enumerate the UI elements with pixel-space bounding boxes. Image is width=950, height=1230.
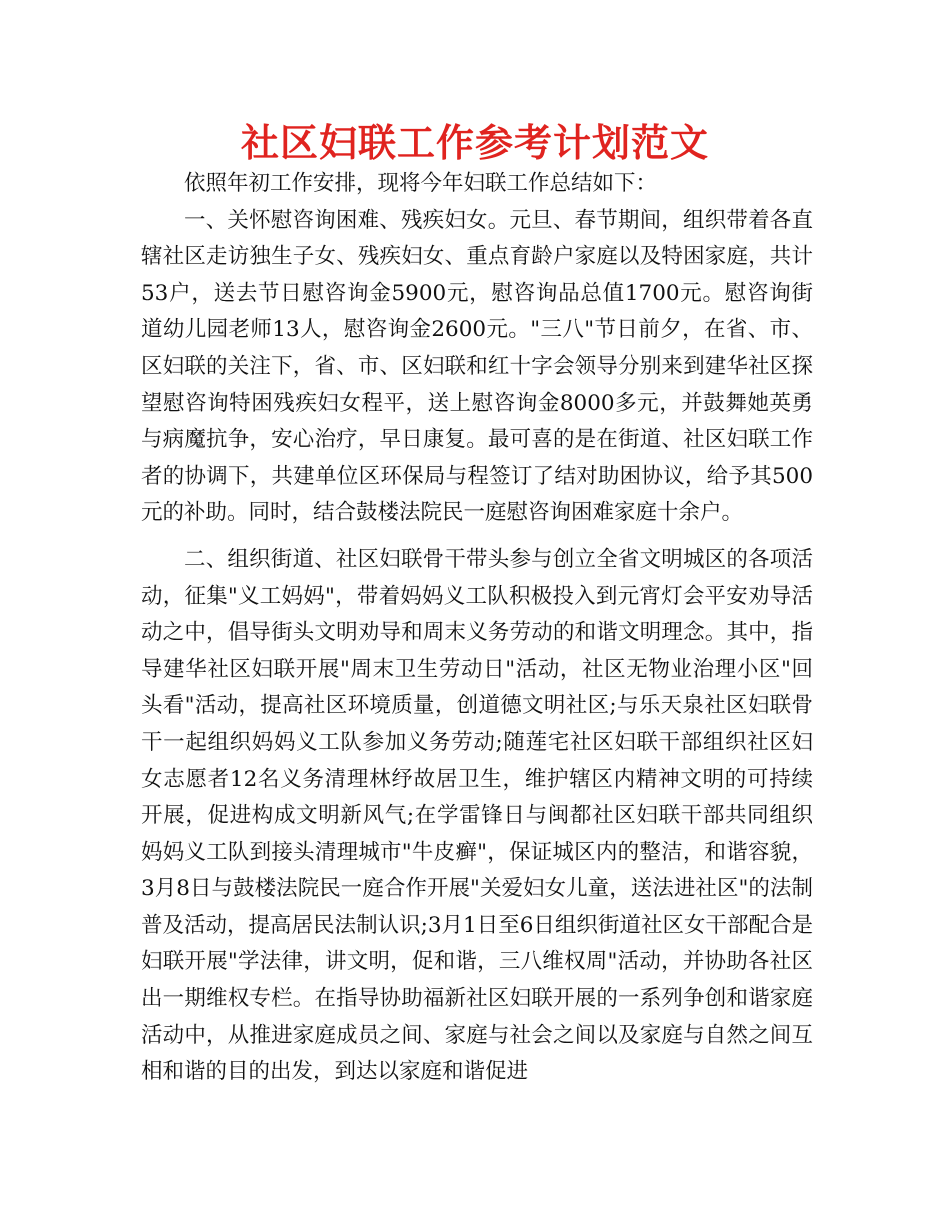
paragraph-intro: 依照年初工作安排，现将今年妇联工作总结如下：: [184, 171, 658, 196]
document-body: [141, 166, 813, 1091]
paragraph-section-2: 二、组织街道、社区妇联骨干带头参与创立全省文明城区的各项活动，征集"义工妈妈"，带着妈妈义工队积极投入到元宵灯会平安劝导活动之中，倡导街头文明劝导和周末义务劳动的和谐文明理念。其中，指导建华社区妇联开展"周末卫生劳动日"活动，社区无物业治理小区"回头看"活动，提高社区环境质量，创道德文明社区;与乐天泉社区妇联骨干一起组织妈妈义工队参加义务劳动;随莲宅社区妇联干部组织社区妇女志愿者12名义务清理林纾故居卫生，维护辖区内精神文明的可持续开展，促进构成文明新风气;在学雷锋日与闽都社区妇联干部共同组织妈妈义工队到接头清理城市"牛皮癣"，保证城区内的整洁，和谐容貌，3月8日与鼓楼法院民一庭合作开展"关爱妇女儿童，送法进社区"的法制普及活动，提高居民法制认识;3月1日至6日组织街道社区女干部配合是妇联开展"学法律，讲文明，促和谐，三八维权周"活动，并协助各社区出一期维权专栏。在指导协助福新社区妇联开展的一系列争创和谐家庭活动中，从推进家庭成员之间、家庭与社会之间以及家庭与自然之间互相和谐的目的出发，到达以家庭和谐促进: [141, 546, 813, 1085]
paragraph-section-1: 一、关怀慰咨询困难、残疾妇女。元旦、春节期间，组织带着各直辖社区走访独生子女、残疾妇女、重点育龄户家庭以及特困家庭，共计53户，送去节日慰咨询金5900元，慰咨询品总值1700元。慰咨询街道幼儿园老师13人，慰咨询金2600元。"三八"节日前夕，在省、市、区妇联的关注下，省、市、区妇联和红十字会领导分别来到建华社区探望慰咨询特困残疾妇女程平，送上慰咨询金8000多元，并鼓舞她英勇与病魔抗争，安心治疗，早日康复。最可喜的是在街道、社区妇联工作者的协调下，共建单位区环保局与程签订了结对助困协议，给予其500元的补助。同时，结合鼓楼法院民一庭慰咨询困难家庭十余户。: [141, 207, 813, 526]
document-title: 社区妇联工作参考计划范文: [240, 121, 709, 165]
